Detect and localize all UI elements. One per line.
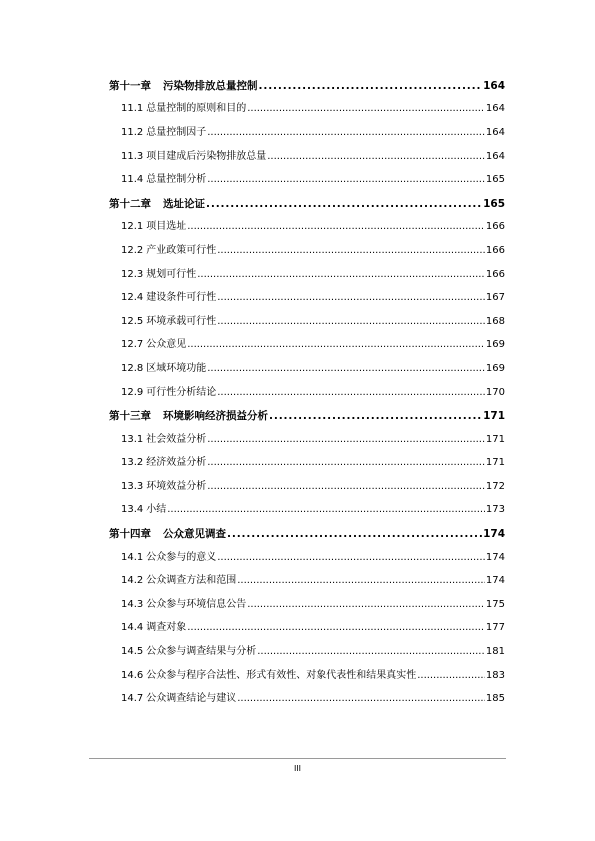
toc-entry-number: 13.1 — [121, 433, 144, 445]
toc-entry-number: 12.3 — [121, 268, 144, 280]
dot-leader — [197, 269, 485, 281]
dot-leader — [207, 434, 485, 446]
dot-leader — [207, 363, 485, 375]
toc-entry-number: 第十三章 — [109, 410, 151, 423]
page-number: III — [293, 764, 302, 773]
toc-entry-title: 公众意见 — [146, 339, 187, 351]
dot-leader — [207, 457, 485, 469]
toc-entry-number: 14.3 — [121, 598, 144, 610]
dot-leader — [217, 292, 485, 304]
toc-section-entry[interactable] — [109, 640, 505, 664]
dot-leader — [417, 670, 485, 682]
toc-section-entry[interactable] — [109, 98, 505, 122]
toc-entry-number: 11.3 — [121, 150, 144, 162]
toc-entry-number: 12.5 — [121, 315, 144, 327]
toc-section-entry[interactable] — [109, 593, 505, 617]
toc-section-entry[interactable] — [109, 334, 505, 358]
toc-entry-page: 174 — [485, 575, 505, 587]
dot-leader — [207, 127, 485, 139]
toc-entry-page: 174 — [485, 551, 505, 563]
toc-entry-number: 12.9 — [121, 386, 144, 398]
toc-section-entry[interactable] — [109, 239, 505, 263]
toc-entry-number: 12.4 — [121, 292, 144, 304]
toc-section-entry[interactable] — [109, 310, 505, 334]
toc-entry-page: 168 — [485, 315, 505, 327]
toc-chapter-entry[interactable] — [109, 404, 505, 428]
toc-entry-number: 14.4 — [121, 622, 144, 634]
toc-entry-title: 公众参与调查结果与分析 — [146, 646, 257, 658]
toc-entry-title: 规划可行性 — [146, 268, 197, 280]
toc-entry-title: 项目建成后污染物排放总量 — [146, 150, 267, 162]
toc-entry-page: 172 — [485, 480, 505, 492]
toc-section-entry[interactable] — [109, 569, 505, 593]
toc-entry-number: 12.7 — [121, 339, 144, 351]
toc-section-entry[interactable] — [109, 381, 505, 405]
toc-entry-page: 164 — [483, 79, 505, 92]
toc-entry-number: 11.2 — [121, 126, 144, 138]
toc-entry-title: 公众参与程序合法性、形式有效性、对象代表性和结果真实性 — [146, 669, 417, 681]
toc-entry-title: 公众意见调查 — [163, 528, 226, 541]
toc-entry-page: 183 — [485, 669, 505, 681]
toc-entry-number: 第十二章 — [109, 197, 151, 210]
toc-entry-title: 选址论证 — [163, 197, 205, 210]
toc-entry-page: 177 — [485, 622, 505, 634]
toc-entry-page: 171 — [483, 410, 505, 423]
toc-entry-title: 总量控制分析 — [146, 174, 207, 186]
toc-section-entry[interactable] — [109, 428, 505, 452]
toc-section-entry[interactable] — [109, 216, 505, 240]
toc-chapter-entry[interactable] — [109, 522, 505, 546]
toc-section-entry[interactable] — [109, 617, 505, 641]
toc-entry-title: 环境影响经济损益分析 — [163, 410, 268, 423]
dot-leader — [207, 174, 485, 186]
dot-leader — [217, 387, 485, 399]
toc-entry-number: 13.3 — [121, 480, 144, 492]
dot-leader — [187, 622, 485, 634]
toc-entry-page: 164 — [485, 150, 505, 162]
toc-entry-title: 环境效益分析 — [146, 480, 207, 492]
toc-section-entry[interactable] — [109, 664, 505, 688]
dot-leader — [187, 339, 485, 351]
toc-section-entry[interactable] — [109, 546, 505, 570]
toc-section-entry[interactable] — [109, 263, 505, 287]
toc-entry-page: 165 — [483, 197, 505, 210]
dot-leader — [187, 221, 485, 233]
toc-section-entry[interactable] — [109, 121, 505, 145]
toc-entry-page: 166 — [485, 268, 505, 280]
toc-entry-title: 总量控制的原则和目的 — [146, 103, 247, 115]
toc-entry-title: 调查对象 — [146, 622, 187, 634]
toc-entry-number: 13.4 — [121, 504, 144, 516]
toc-entry-page: 185 — [485, 693, 505, 705]
toc-entry-number: 第十四章 — [109, 528, 151, 541]
toc-section-entry[interactable] — [109, 687, 505, 711]
toc-entry-page: 173 — [485, 504, 505, 516]
toc-entry-title: 项目选址 — [146, 221, 187, 233]
toc-entry-page: 165 — [485, 174, 505, 186]
toc-section-entry[interactable] — [109, 475, 505, 499]
toc-entry-number: 13.2 — [121, 457, 144, 469]
toc-entry-title: 建设条件可行性 — [146, 292, 217, 304]
dot-leader — [227, 528, 482, 540]
toc-entry-page: 171 — [485, 433, 505, 445]
toc-entry-page: 167 — [485, 292, 505, 304]
toc-entry-number: 14.5 — [121, 646, 144, 658]
toc-section-entry[interactable] — [109, 499, 505, 523]
dot-leader — [237, 693, 485, 705]
dot-leader — [267, 151, 485, 163]
toc-entry-page: 166 — [485, 244, 505, 256]
toc-entry-page: 164 — [485, 103, 505, 115]
toc-entry-page: 174 — [483, 528, 505, 541]
toc-entry-page: 164 — [485, 126, 505, 138]
toc-entry-page: 181 — [485, 646, 505, 658]
toc-section-entry[interactable] — [109, 357, 505, 381]
toc-entry-number: 14.1 — [121, 551, 144, 563]
toc-entry-page: 169 — [485, 362, 505, 374]
toc-entry-page: 175 — [485, 598, 505, 610]
dot-leader — [269, 410, 482, 422]
toc-entry-title: 经济效益分析 — [146, 457, 207, 469]
toc-entry-page: 171 — [485, 457, 505, 469]
toc-entry-number: 11.1 — [121, 103, 144, 115]
dot-leader — [207, 481, 485, 493]
toc-entry-number: 12.8 — [121, 362, 144, 374]
toc-entry-number: 14.6 — [121, 669, 144, 681]
toc-entry-title: 环境承载可行性 — [146, 315, 217, 327]
toc-entry-title: 社会效益分析 — [146, 433, 207, 445]
toc-section-entry[interactable] — [109, 168, 505, 192]
toc-entry-title: 小结 — [146, 504, 167, 516]
toc-entry-number: 14.2 — [121, 575, 144, 587]
toc-entry-title: 公众调查结论与建议 — [146, 693, 237, 705]
toc-entry-number: 第十一章 — [109, 79, 151, 92]
dot-leader — [217, 316, 485, 328]
toc-entry-number: 12.2 — [121, 244, 144, 256]
toc-entry-page: 166 — [485, 221, 505, 233]
toc-entry-title: 污染物排放总量控制 — [163, 79, 258, 92]
toc-entry-title: 公众参与的意义 — [146, 551, 217, 563]
toc-section-entry[interactable] — [109, 452, 505, 476]
toc-entry-title: 总量控制因子 — [146, 126, 207, 138]
toc-entry-title: 公众调查方法和范围 — [146, 575, 237, 587]
toc-section-entry[interactable] — [109, 145, 505, 169]
toc-entry-page: 170 — [485, 386, 505, 398]
dot-leader — [259, 80, 483, 92]
toc-entry-title: 可行性分析结论 — [146, 386, 217, 398]
toc-entry-page: 169 — [485, 339, 505, 351]
dot-leader — [247, 103, 485, 115]
toc-entry-number: 11.4 — [121, 174, 144, 186]
dot-leader — [206, 198, 482, 210]
footer-divider — [89, 758, 506, 759]
toc-chapter-entry[interactable] — [109, 192, 505, 216]
dot-leader — [217, 552, 485, 564]
dot-leader — [247, 599, 485, 611]
dot-leader — [257, 646, 485, 658]
dot-leader — [237, 575, 485, 587]
toc-entry-number: 12.1 — [121, 221, 144, 233]
dot-leader — [167, 504, 485, 516]
toc-entry-title: 产业政策可行性 — [146, 244, 217, 256]
table-of-contents — [109, 74, 505, 711]
toc-chapter-entry[interactable] — [109, 74, 505, 98]
dot-leader — [217, 245, 485, 257]
toc-entry-number: 14.7 — [121, 693, 144, 705]
toc-entry-title: 区域环境功能 — [146, 362, 207, 374]
toc-entry-title: 公众参与环境信息公告 — [146, 598, 247, 610]
toc-section-entry[interactable] — [109, 286, 505, 310]
